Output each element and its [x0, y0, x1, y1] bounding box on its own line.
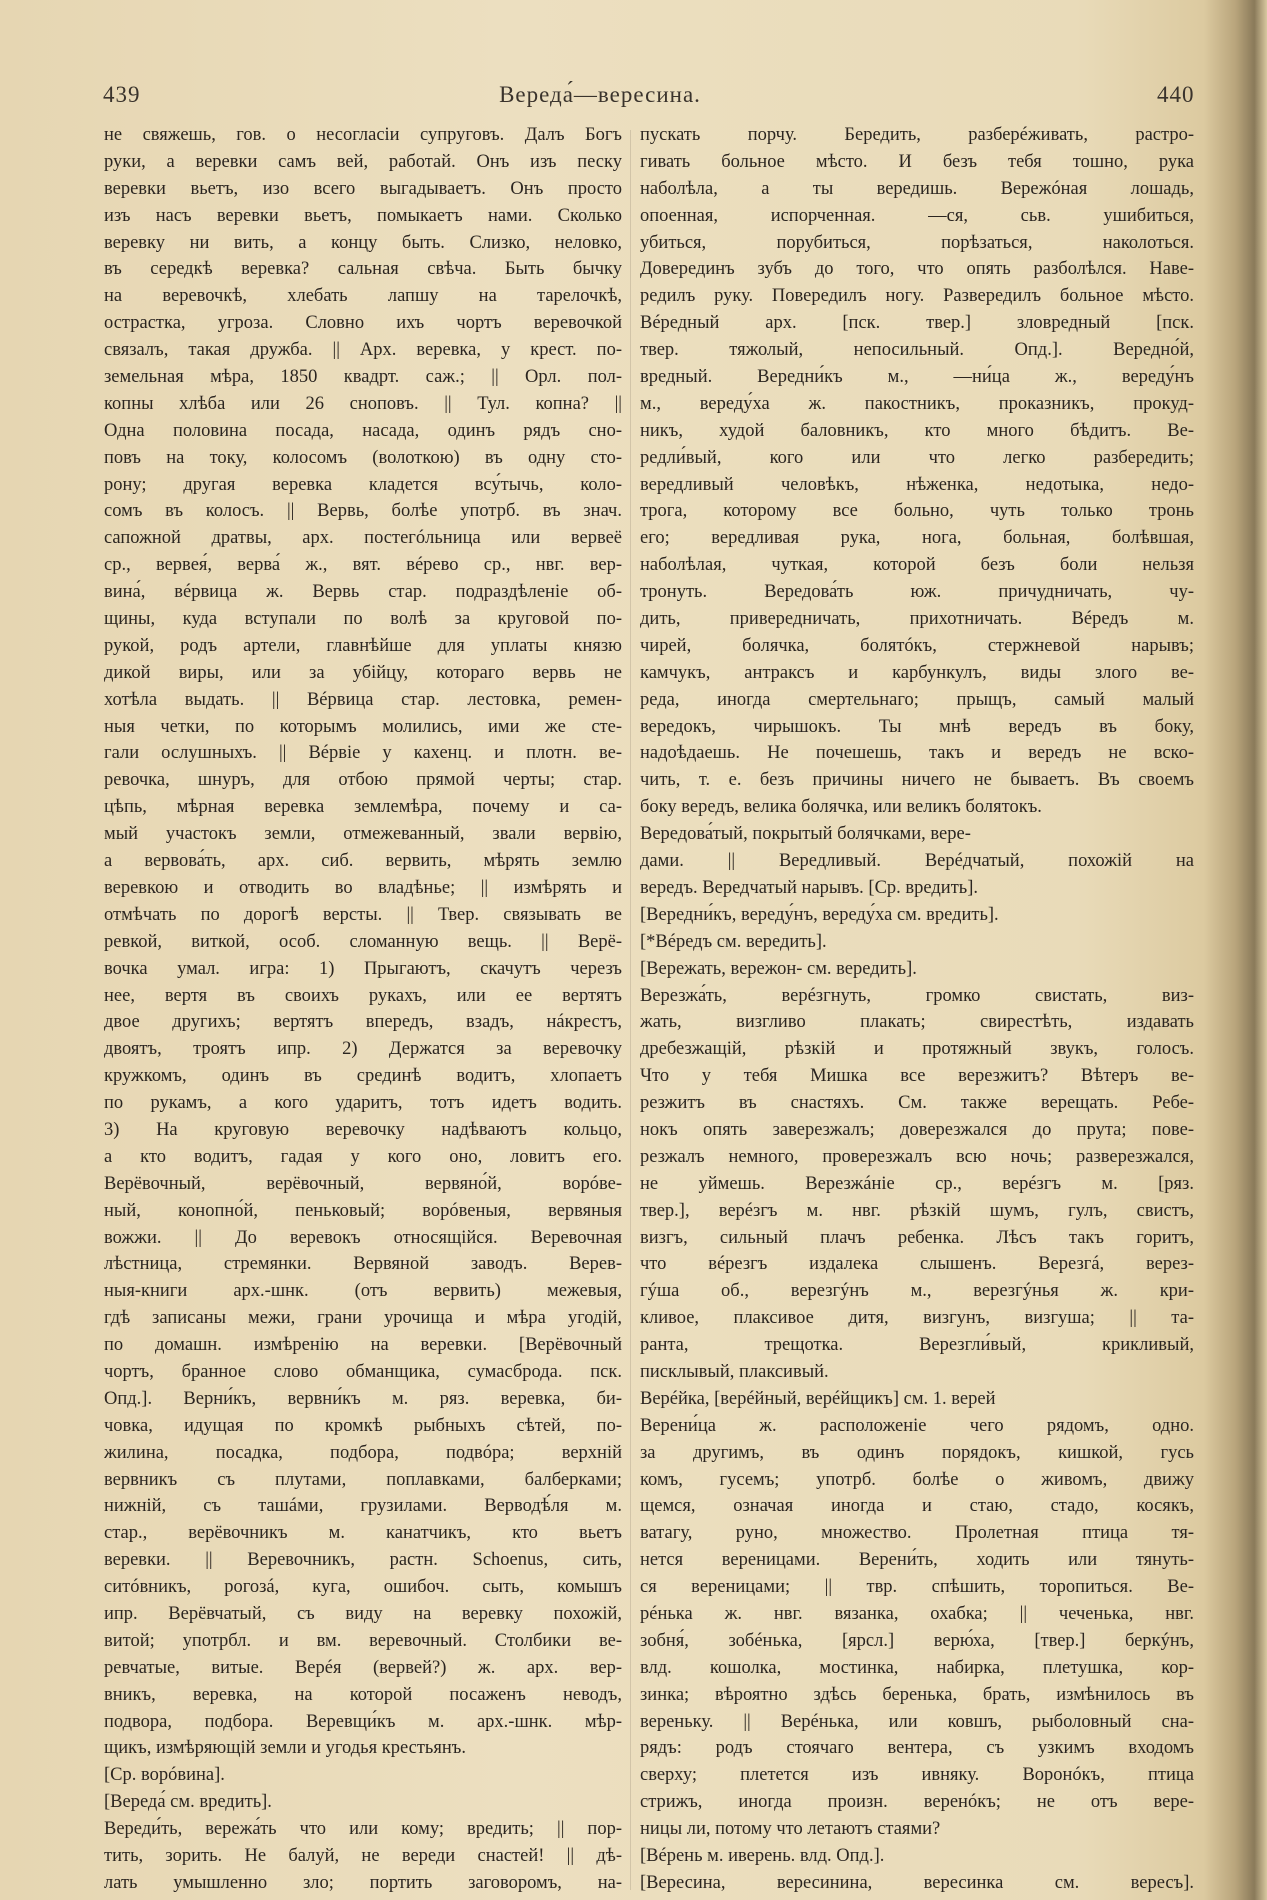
- text-line: Доверединъ зубъ до того, что опять разболѣлся. Наве-: [640, 259, 1194, 280]
- text-line: изъ насъ веревки вьетъ, помыкаетъ нами. Сколько: [104, 205, 622, 226]
- text-line: вередокъ, чирышокъ. Ты мнѣ вередъ въ боку,: [640, 716, 1194, 737]
- text-line: чить, т. е. безъ причины ничего не бываетъ. Въ своемъ: [640, 770, 1194, 791]
- text-line: ранта, трещотка. Верезгли́вый, крикливый,: [640, 1335, 1194, 1356]
- text-line: сверху; плетется изъ ивняку. Воронóкъ, птица: [640, 1765, 1194, 1786]
- text-line: ныя четки, по которымъ молились, ими же сте-: [104, 716, 622, 737]
- text-line: ныя-книги арх.-шнк. (отъ вервить) межевыя,: [104, 1281, 622, 1302]
- text-line: веревку ни вить, а концу быть. Слизко, неловко,: [104, 232, 622, 253]
- text-line: вервникъ съ плутами, поплавками, балберками;: [104, 1469, 622, 1490]
- text-line: жать, визгливо плакать; свирестѣть, издавать: [640, 1012, 1194, 1033]
- text-line: двое другихъ; вертятъ впередъ, взадъ, нáкрестъ,: [104, 1012, 622, 1033]
- running-title: Вереда́—вересина.: [499, 82, 701, 107]
- text-line: реда, иногда смертельнаго; прыщъ, самый малый: [640, 689, 1194, 710]
- page-number-right: 440: [1157, 82, 1195, 107]
- text-line: вередъ. Вередчатый нарывъ. [Ср. вредить].: [640, 877, 978, 898]
- text-line: вередливый человѣкъ, нѣженка, недотыка, недо-: [640, 474, 1194, 495]
- text-line: дребезжащій, рѣзкій и протяжный звукъ, голосъ.: [640, 1039, 1194, 1060]
- text-line: связалъ, такая дружба. || Арх. веревка, у крест. по-: [104, 340, 622, 361]
- text-line: по рукамъ, а кого ударитъ, тотъ идетъ водить.: [104, 1093, 622, 1114]
- text-line: опоенная, испорченная. —ся, сьв. ушибиться,: [640, 205, 1194, 226]
- text-line: веревки. || Веревочникъ, растн. Schoenus, сить,: [104, 1550, 622, 1571]
- text-line: зобня́, зобéнька, [ярсл.] верю́ха, [твер.] беркýнъ,: [640, 1630, 1194, 1651]
- text-line: ревчатые, витые. Верéя (вервей?) ж. арх. вер-: [104, 1657, 622, 1678]
- text-line: его; вередливая рука, нога, больная, болѣвшая,: [640, 528, 1194, 549]
- text-line: дить, привередничать, прихотничать. Вéредъ м.: [640, 609, 1194, 630]
- text-line: Верéйка, [верéйный, верéйщикъ] см. 1. верей: [640, 1388, 996, 1409]
- text-line: щикъ, измѣряющій земли и угодья крестьянъ.: [104, 1738, 466, 1759]
- text-line: Одна половина посада, насада, одинъ рядъ сно-: [104, 420, 622, 441]
- text-line: чирей, болячка, болятóкъ, стержневой нарывъ;: [640, 635, 1194, 656]
- text-line: рукой, родъ артели, главнѣйше для уплаты князю: [104, 635, 622, 656]
- right-column: [640, 122, 1194, 1897]
- text-line: вереньку. || Верéнька, или ковшъ, рыболовный сна-: [640, 1711, 1194, 1732]
- text-line: тить, зорить. Не балуй, не вереди снастей! || дѣ-: [104, 1846, 622, 1866]
- text-line: нижній, съ ташáми, грузилами. Верводѣ́ля м.: [104, 1496, 622, 1517]
- text-line: [Вереда́ см. вредить].: [104, 1792, 272, 1813]
- text-line: острастка, угроза. Словно ихъ чортъ веревочкой: [104, 313, 622, 334]
- text-line: гивать больное мѣсто. И безъ тебя тошно, рука: [640, 151, 1194, 172]
- text-line: подвора, подбора. Веревщи́къ м. арх.-шнк. мѣр-: [104, 1711, 622, 1732]
- text-line: нется вереницами. Верени́ть, ходить или тянуть-: [640, 1550, 1194, 1571]
- text-line: Вередова́тый, покрытый болячками, вере-: [640, 824, 971, 845]
- text-line: редли́вый, кого или что легко разбередить;: [640, 447, 1194, 468]
- text-line: визгъ, сильный плачъ ребенка. Лѣсъ такъ горитъ,: [640, 1227, 1194, 1248]
- text-line: лѣстница, стремянки. Вервяной заводъ. Верев-: [104, 1254, 622, 1275]
- text-line: пускать порчу. Бередить, разберéживать, растро-: [640, 125, 1194, 145]
- text-line: цѣпь, мѣрная веревка землемѣра, почему и са-: [104, 797, 622, 818]
- text-line: ный, конопно́й, пеньковый; ворóвеныя, вервяныя: [104, 1200, 622, 1221]
- text-line: сомъ въ колосъ. || Вервь, болѣе употрб. въ знач.: [104, 501, 622, 522]
- text-line: дами. || Вередливый. Верéдчатый, похожій на: [640, 851, 1194, 872]
- text-line: вочка умал. игра: 1) Прыгаютъ, скачутъ черезъ: [104, 958, 622, 979]
- text-line: въ середкѣ веревка? сальная свѣча. Быть бычку: [104, 259, 622, 280]
- text-line: 3) На круговую веревочку надѣваютъ кольцо,: [104, 1119, 622, 1140]
- text-line: веревки вьетъ, изо всего выгадываетъ. Онъ просто: [104, 178, 622, 199]
- text-line: рядъ: родъ стоячаго вентера, съ узкимъ входомъ: [640, 1738, 1194, 1759]
- text-line: не уймешь. Верезжáніе ср., верéзгъ м. [ряз.: [640, 1173, 1194, 1194]
- text-line: резжалъ немного, проверезжалъ всю ночь; разверезжался,: [640, 1146, 1194, 1167]
- text-line: [Вережать, вережон- см. вередить].: [640, 958, 917, 979]
- text-line: стрижъ, иногда произн. веренóкъ; не отъ вере-: [640, 1792, 1194, 1813]
- text-line: кливое, плаксивое дитя, визгунъ, визгуша; || та-: [640, 1308, 1194, 1329]
- text-line: стар., верёвочникъ м. канатчикъ, кто вьетъ: [104, 1523, 622, 1544]
- column-divider: [630, 130, 631, 1890]
- text-line: ревкой, виткой, особ. сломанную вещь. || Верё-: [104, 931, 622, 952]
- text-line: комъ, гусемъ; употрб. болѣе о живомъ, движу: [640, 1469, 1194, 1490]
- text-line: твер.], верéзгъ м. нвг. рѣзкій шумъ, гулъ, свистъ,: [640, 1200, 1194, 1221]
- text-line: щины, куда вступали по волѣ за круговой по-: [104, 609, 622, 630]
- text-line: отмѣчать по дорогѣ версты. || Твер. связывать ве: [104, 904, 622, 925]
- text-line: щемся, означая иногда и стаю, стадо, косякъ,: [640, 1496, 1194, 1517]
- text-line: вникъ, веревка, на которой посаженъ неводъ,: [104, 1684, 622, 1705]
- text-line: по домашн. измѣренію на веревки. [Верёвочный: [104, 1335, 622, 1356]
- text-line: никъ, худой баловникъ, кто много бѣдитъ. Ве-: [640, 420, 1194, 441]
- text-line: надоѣдаешь. Не почешешь, такъ и вередъ не вско-: [640, 743, 1194, 764]
- text-line: кружкомъ, одинъ въ срединѣ водитъ, хлопаетъ: [104, 1066, 622, 1087]
- text-line: копны хлѣба или 26 сноповъ. || Тул. копна? ||: [104, 393, 622, 414]
- text-line: не свяжешь, гов. о несогласіи супруговъ. Далъ Богъ: [104, 125, 622, 145]
- text-line: тронуть. Вередова́ть юж. причудничать, чу-: [640, 582, 1194, 603]
- text-line: Вéредный арх. [пск. твер.] зловредный [пск.: [640, 313, 1194, 334]
- text-line: влд. кошолка, мостинка, набирка, плетушка, кор-: [640, 1657, 1194, 1678]
- text-line: човка, идущая по кромкѣ рыбныхъ сѣтей, по-: [104, 1415, 622, 1436]
- text-line: ницы ли, потому что летаютъ стаями?: [640, 1819, 941, 1840]
- text-line: Верени́ца ж. расположеніе чего рядомъ, одно.: [640, 1415, 1194, 1436]
- text-line: Верёвочный, верёвочный, вервяно́й, ворóве-: [104, 1173, 622, 1194]
- text-line: наболѣла, а ты вередишь. Вережóная лошадь,: [640, 178, 1194, 199]
- text-line: м., вереду́ха ж. пакостникъ, проказникъ, прокуд-: [640, 393, 1194, 414]
- text-line: наболѣлая, чуткая, которой безъ боли нельзя: [640, 555, 1194, 576]
- text-line: убиться, порубиться, порѣзаться, наколоться.: [640, 232, 1194, 253]
- text-line: гали ослушныхъ. || Вéрвіе у кахенц. и плотн. ве-: [104, 743, 622, 764]
- text-line: чортъ, бранное слово обманщика, сумасброда. пск.: [104, 1361, 622, 1382]
- text-line: писклывый, плаксивый.: [640, 1361, 829, 1382]
- text-line: за другимъ, въ одинъ порядокъ, кишкой, гусь: [640, 1442, 1194, 1463]
- text-line: Вереди́ть, вережа́ть что или кому; вредить; || пор-: [104, 1819, 622, 1840]
- text-line: ипр. Верёвчатый, съ виду на веревку похожій,: [104, 1603, 622, 1624]
- text-line: повъ на току, колосомъ (волоткою) въ одну сто-: [104, 447, 622, 468]
- text-line: камчукъ, антраксъ и карбункулъ, виды злого ве-: [640, 662, 1194, 683]
- text-line: веревкою и отводить во владѣнье; || измѣрять и: [104, 877, 622, 898]
- text-line: сапожной дратвы, арх. постегóльница или вервеё: [104, 528, 622, 549]
- text-line: дикой виры, или за убійцу, котораго вервь не: [104, 662, 622, 683]
- text-line: рону; другая веревка кладется всу́тычь, коло-: [104, 474, 622, 495]
- text-line: гдѣ записаны межи, грани урочища и мѣра угодій,: [104, 1308, 622, 1329]
- text-line: [Вéрень м. иверень. влд. Опд.].: [640, 1846, 885, 1866]
- text-line: что вéрезгъ издалека слышенъ. Верезгá, верез-: [640, 1254, 1194, 1275]
- text-line: нее, вертя въ своихъ рукахъ, или ее вертятъ: [104, 985, 622, 1006]
- text-line: вожжи. || До веревокъ относящійся. Веревочная: [104, 1227, 622, 1248]
- text-line: вина́, вéрвица ж. Вервь стар. подраздѣленіе об-: [104, 582, 622, 603]
- text-line: твер. тяжолый, непосильный. Опд.]. Вередно́й,: [640, 340, 1194, 361]
- text-line: гýша об., верезгýнъ м., верезгýнья ж. кри-: [640, 1281, 1194, 1302]
- text-line: вредный. Вередни́къ м., —ни́ца ж., вереду́нъ: [640, 367, 1194, 388]
- left-column: [104, 122, 622, 1897]
- text-line: трога, которому все больно, чуть только тронь: [640, 501, 1194, 522]
- text-line: ватагу, руно, множество. Пролетная птица тя-: [640, 1523, 1194, 1544]
- text-line: хотѣла выдать. || Вéрвица стар. лестовка, ремен-: [104, 689, 622, 710]
- text-line: а вервова́ть, арх. сиб. вервить, мѣрять землю: [104, 851, 622, 872]
- text-line: зинка; вѣроятно здѣсь беренька, брать, измѣнилось въ: [640, 1684, 1194, 1705]
- text-line: ситóвникъ, рогозá, куга, ошибоч. сыть, комышъ: [104, 1577, 622, 1598]
- text-line: Верезжа́ть, верéзгнуть, громко свистать, виз-: [640, 985, 1194, 1006]
- text-line: ревочка, шнуръ, для отбою прямой черты; стар.: [104, 770, 622, 791]
- text-line: витой; употрбл. и вм. веревочный. Столбики ве-: [104, 1630, 622, 1651]
- text-line: ся вереницами; || твр. спѣшить, торопиться. Ве-: [640, 1577, 1194, 1598]
- text-line: руки, а веревки самъ вей, работай. Онъ изъ песку: [104, 151, 622, 172]
- text-line: [*Вéредъ см. вередить].: [640, 931, 827, 952]
- text-line: а кто водитъ, гадая у кого оно, ловитъ его.: [104, 1146, 622, 1167]
- text-line: Опд.]. Верни́къ, вервни́къ м. ряз. веревка, би-: [104, 1388, 622, 1409]
- text-line: резжитъ въ снастяхъ. См. также верещать. Ребе-: [640, 1093, 1194, 1114]
- page-number-left: 439: [103, 82, 141, 107]
- text-line: двоятъ, троятъ ипр. 2) Держатся за веревочку: [104, 1039, 622, 1060]
- text-line: Что у тебя Мишка все верезжитъ? Вѣтеръ ве-: [640, 1066, 1194, 1087]
- text-line: [Вередни́къ, вереду́нъ, вереду́ха см. вредить].: [640, 904, 999, 925]
- text-line: на веревочкѣ, хлебать лапшу на тарелочкѣ,: [104, 286, 622, 307]
- text-line: [Ср. ворóвина].: [104, 1765, 225, 1786]
- text-line: боку вередъ, велика болячка, или великъ болятокъ.: [640, 797, 1042, 818]
- text-line: жилина, посадка, подбора, подвóра; верхній: [104, 1442, 622, 1463]
- text-line: нокъ опять заверезжалъ; доверезжался до прута; пове-: [640, 1119, 1194, 1140]
- text-line: земельная мѣра, 1850 квадрт. саж.; || Орл. пол-: [104, 367, 622, 388]
- text-line: редилъ руку. Повередилъ ногу. Развередилъ больное мѣсто.: [640, 286, 1194, 307]
- text-line: мый участокъ земли, отмежеванный, звали вервію,: [104, 824, 622, 845]
- text-line: рéнька ж. нвг. вязанка, охабка; || чеченька, нвг.: [640, 1603, 1194, 1624]
- text-line: [Вересина, вересинина, вересинка см. вересъ].: [640, 1872, 1194, 1893]
- text-line: ср., вервея́, верва́ ж., вят. вéрево ср., нвг. вер-: [104, 555, 622, 576]
- text-line: лать умышленно зло; портить заговоромъ, на-: [104, 1872, 622, 1893]
